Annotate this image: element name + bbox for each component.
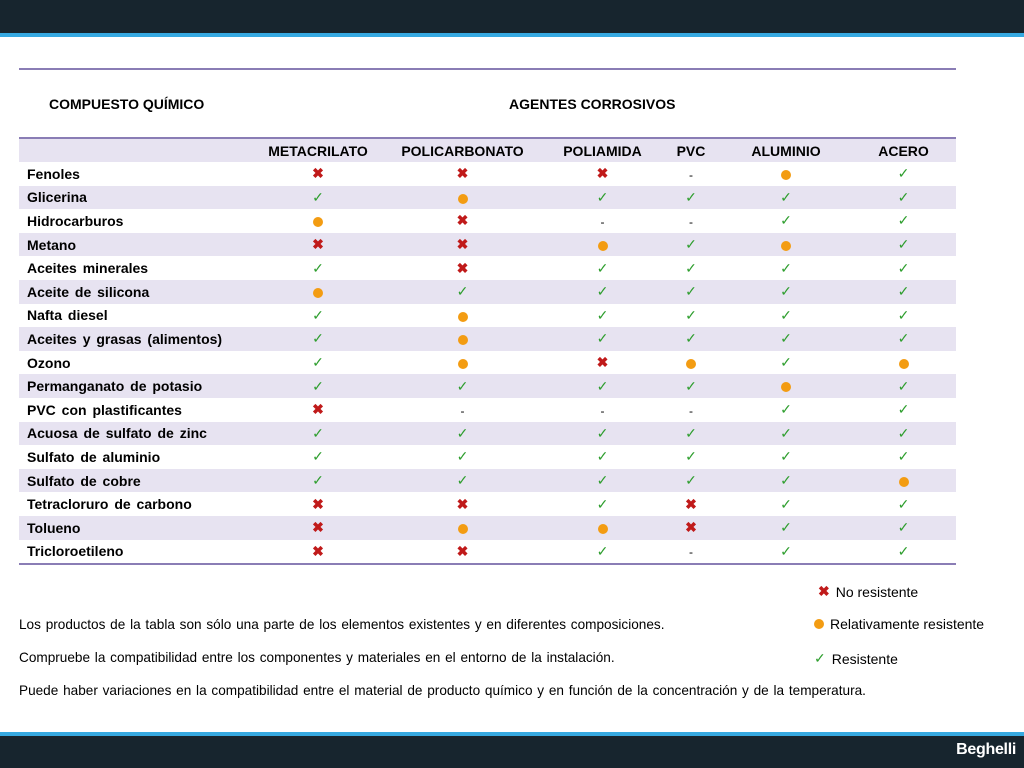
check-icon: ✓ [780,354,792,371]
check-icon: ✓ [685,306,697,323]
dash-icon: - [689,545,693,560]
cell-metacrilato [255,469,381,493]
check-icon: ✓ [685,236,697,253]
cell-poliamida [544,256,661,280]
check-icon: ✓ [596,542,609,559]
check-icon: ✓ [780,259,792,276]
compound-name: Sulfato de cobre [19,469,255,493]
cell-poliamida [544,209,661,233]
cell-policarbonato [381,280,544,304]
cell-policarbonato [381,540,544,565]
cell-poliamida [544,398,661,422]
table-row [19,516,956,540]
cell-acero [851,445,956,469]
check-icon: ✓ [596,330,609,347]
check-icon: ✓ [780,472,792,489]
column-header [19,138,255,162]
column-header-metacrilato: METACRILATO [255,138,381,162]
cell-acero [851,374,956,398]
table-row [19,422,956,446]
cell-poliamida [544,469,661,493]
cell-metacrilato [255,186,381,210]
cell-metacrilato [255,540,381,565]
cell-aluminio [721,374,851,398]
dot-icon [313,288,323,298]
dot-icon [899,477,909,487]
compound-name: Ozono [27,354,71,371]
table-row [19,233,956,257]
table-row [19,280,956,304]
cell-pvc [661,327,721,351]
compound-name: Metano [19,233,255,257]
check-icon: ✓ [312,472,324,489]
check-icon: ✓ [596,306,609,323]
cell-metacrilato [255,445,381,469]
cross-icon: ✖ [685,519,697,536]
bottom-banner [0,736,1024,768]
check-icon: ✓ [312,259,324,276]
cell-acero [851,540,956,565]
check-icon: ✓ [685,448,697,465]
legend-label: No resistente [835,583,919,600]
cell-poliamida [544,422,661,446]
cell-aluminio [721,233,851,257]
check-icon: ✓ [897,330,910,347]
cell-metacrilato [255,327,381,351]
cell-policarbonato [381,492,544,516]
cell-pvc [661,540,721,565]
cell-aluminio [721,256,851,280]
check-icon: ✓ [897,165,910,182]
compound-name: Tetracloruro de carbono [27,496,192,513]
legend-label: Resistente [831,650,898,667]
column-header-aluminio: ALUMINIO [721,138,851,162]
cell-poliamida [544,304,661,328]
compound-name: PVC con plastificantes [27,401,182,418]
cell-policarbonato [381,256,544,280]
check-icon: ✓ [685,377,697,394]
cell-pvc [661,422,721,446]
cell-aluminio [721,304,851,328]
check-icon: ✓ [780,519,792,536]
check-icon: ✓ [312,306,324,323]
check-icon: ✓ [780,188,792,205]
cell-aluminio [721,327,851,351]
dot-icon [458,194,468,204]
column-header-acero: ACERO [851,138,956,162]
dot-icon [458,335,468,345]
table-row [19,304,956,328]
check-icon: ✓ [685,283,697,300]
cell-aluminio [721,422,851,446]
cross-icon: ✖ [596,354,609,371]
cell-acero [851,351,956,375]
cell-metacrilato [255,492,381,516]
cross-icon: ✖ [312,236,324,253]
header-corrosive-agents: AGENTES CORROSIVOS [509,96,676,112]
cross-icon: ✖ [818,583,830,599]
cell-metacrilato [255,422,381,446]
cell-policarbonato [381,445,544,469]
cell-policarbonato [381,186,544,210]
cell-aluminio [721,186,851,210]
cell-metacrilato [255,374,381,398]
check-icon: ✓ [897,188,910,205]
cell-aluminio [721,492,851,516]
cell-pvc [661,256,721,280]
check-icon: ✓ [897,401,910,418]
check-icon: ✓ [312,377,324,394]
table-row [19,540,956,565]
check-icon: ✓ [897,283,910,300]
cell-policarbonato [381,469,544,493]
cell-policarbonato [381,398,544,422]
dash-icon: - [460,403,465,418]
legend-label: Relativamente resistente [830,616,985,632]
dot-icon [458,524,468,534]
dot-icon [899,359,909,369]
cell-poliamida [544,351,661,375]
cell-aluminio [721,540,851,565]
dash-icon: - [689,167,693,182]
table-row [19,469,956,493]
dot-icon [598,524,608,534]
cell-policarbonato [381,162,544,186]
cell-pvc [661,445,721,469]
cell-metacrilato [255,256,381,280]
column-header-poliamida: POLIAMIDA [544,138,661,162]
cell-pvc [661,469,721,493]
dot-icon [313,217,323,227]
cell-pvc [661,304,721,328]
note-line-1: Los productos de la tabla son sólo una parte de los elementos existentes y en diferentes composiciones. [19,617,665,632]
cell-acero [851,209,956,233]
cell-aluminio [721,516,851,540]
check-icon: ✓ [780,495,792,512]
cell-metacrilato [255,209,381,233]
cell-acero [851,233,956,257]
check-icon: ✓ [596,495,609,512]
compound-name: Fenoles [27,165,80,182]
cell-poliamida [544,445,661,469]
cell-metacrilato [255,162,381,186]
cell-aluminio [721,280,851,304]
cross-icon: ✖ [456,236,469,253]
cell-acero [851,256,956,280]
compound-name: Glicerina [19,186,255,210]
cell-poliamida [544,492,661,516]
cell-poliamida [544,233,661,257]
cell-poliamida [544,374,661,398]
cell-metacrilato [255,304,381,328]
check-icon: ✓ [456,283,469,300]
check-icon: ✓ [897,377,910,394]
check-icon: ✓ [596,259,609,276]
cross-icon: ✖ [456,212,469,229]
dash-icon: - [600,403,605,418]
cell-metacrilato [255,233,381,257]
legend-item-relativamente-resistente [814,616,984,632]
cross-icon: ✖ [456,495,469,512]
check-icon: ✓ [456,424,469,441]
check-icon: ✓ [456,448,469,465]
check-icon: ✓ [685,259,697,276]
cell-acero [851,327,956,351]
cell-policarbonato [381,327,544,351]
cell-aluminio [721,469,851,493]
check-icon: ✓ [456,472,469,489]
cell-poliamida [544,327,661,351]
check-icon: ✓ [312,188,324,205]
dash-icon: - [689,403,693,418]
brand-logo: Beghelli [956,741,1016,758]
cell-pvc [661,516,721,540]
table-row [19,162,956,186]
cell-policarbonato [381,233,544,257]
compound-name: Hidrocarburos [27,212,124,229]
cross-icon: ✖ [456,542,469,559]
cell-aluminio [721,162,851,186]
dot-icon [781,382,791,392]
column-header-policarbonato: POLICARBONATO [381,138,544,162]
dot-icon [686,359,696,369]
column-header-pvc: PVC [661,138,721,162]
check-icon: ✓ [456,377,469,394]
compound-name: Nafta diesel [27,307,108,324]
cell-pvc [661,186,721,210]
compound-name: Permanganato de potasio [19,374,255,398]
cross-icon: ✖ [312,519,324,536]
check-icon: ✓ [897,542,910,559]
check-icon: ✓ [780,424,792,441]
compound-name: Aceites minerales [27,260,149,277]
check-icon: ✓ [897,495,910,512]
check-icon: ✓ [780,283,792,300]
cell-acero [851,186,956,210]
note-line-2: Compruebe la compatibilidad entre los componentes y materiales en el entorno de la instalación. [19,650,615,665]
cell-metacrilato [255,516,381,540]
check-icon: ✓ [780,212,792,229]
cell-acero [851,422,956,446]
cross-icon: ✖ [456,259,469,276]
cell-pvc [661,398,721,422]
dot-icon [458,312,468,322]
cell-aluminio [721,445,851,469]
check-icon: ✓ [897,519,910,536]
cell-acero [851,280,956,304]
cell-aluminio [721,351,851,375]
check-icon: ✓ [685,330,697,347]
table-row [19,398,956,422]
compatibility-table-container [19,68,956,565]
table-row [19,186,956,210]
check-icon: ✓ [596,188,609,205]
cell-aluminio [721,209,851,233]
cross-icon: ✖ [312,165,324,182]
column-header-row [19,138,956,162]
cross-icon: ✖ [685,495,697,512]
table-body [19,162,956,564]
dot-icon [598,241,608,251]
compound-name: Aceite de silicona [19,280,255,304]
cell-pvc [661,209,721,233]
compound-name: Tolueno [19,516,255,540]
header-compound: COMPUESTO QUÍMICO [49,96,205,112]
table-group-header [19,70,956,137]
check-icon: ✓ [685,188,697,205]
cell-pvc [661,280,721,304]
compatibility-table [19,137,956,565]
compound-name: Sulfato de aluminio [27,448,161,465]
check-icon: ✓ [897,448,910,465]
cell-aluminio [721,398,851,422]
compound-name: Acuosa de sulfato de zinc [19,422,255,446]
table-row [19,374,956,398]
cell-acero [851,516,956,540]
cell-metacrilato [255,351,381,375]
table-row [19,256,956,280]
cell-poliamida [544,280,661,304]
cell-pvc [661,162,721,186]
cell-pvc [661,233,721,257]
cell-pvc [661,374,721,398]
cross-icon: ✖ [596,165,609,182]
cell-acero [851,492,956,516]
check-icon: ✓ [814,650,826,666]
cell-poliamida [544,516,661,540]
compound-name: Aceites y grasas (alimentos) [19,327,255,351]
table-row [19,209,956,233]
check-icon: ✓ [312,354,324,371]
dash-icon: - [689,214,693,229]
top-accent-line [0,33,1024,37]
cell-poliamida [544,540,661,565]
cross-icon: ✖ [312,401,324,418]
check-icon: ✓ [685,472,697,489]
cell-acero [851,469,956,493]
check-icon: ✓ [596,448,609,465]
check-icon: ✓ [897,259,910,276]
cell-metacrilato [255,280,381,304]
check-icon: ✓ [596,377,609,394]
note-line-3: Puede haber variaciones en la compatibilidad entre el material de producto químico y en función de la concentración y de la temperatura. [19,683,866,698]
check-icon: ✓ [312,424,324,441]
check-icon: ✓ [897,306,910,323]
cell-policarbonato [381,422,544,446]
check-icon: ✓ [312,330,324,347]
dot-icon [458,359,468,369]
check-icon: ✓ [780,542,792,559]
check-icon: ✓ [780,448,792,465]
check-icon: ✓ [897,212,910,229]
cell-policarbonato [381,304,544,328]
cell-policarbonato [381,374,544,398]
cell-acero [851,304,956,328]
cell-policarbonato [381,351,544,375]
dash-icon: - [600,214,605,229]
cross-icon: ✖ [456,165,469,182]
dot-icon [781,170,791,180]
cell-acero [851,398,956,422]
check-icon: ✓ [780,306,792,323]
check-icon: ✓ [312,448,324,465]
check-icon: ✓ [596,283,609,300]
table-row [19,351,956,375]
cell-poliamida [544,186,661,210]
table-row [19,327,956,351]
check-icon: ✓ [780,401,792,418]
legend-item-no-resistente [818,583,918,600]
cell-pvc [661,492,721,516]
cell-policarbonato [381,209,544,233]
check-icon: ✓ [897,424,910,441]
dot-icon [814,619,824,629]
cell-poliamida [544,162,661,186]
check-icon: ✓ [780,330,792,347]
check-icon: ✓ [596,472,609,489]
table-row [19,445,956,469]
check-icon: ✓ [685,424,697,441]
cell-acero [851,162,956,186]
cell-pvc [661,351,721,375]
compound-name: Tricloroetileno [19,540,255,565]
cell-metacrilato [255,398,381,422]
check-icon: ✓ [596,424,609,441]
legend-item-resistente [814,650,898,667]
cell-policarbonato [381,516,544,540]
dot-icon [781,241,791,251]
top-banner [0,0,1024,33]
cross-icon: ✖ [312,495,324,512]
table-row [19,492,956,516]
check-icon: ✓ [897,236,910,253]
cross-icon: ✖ [312,542,324,559]
